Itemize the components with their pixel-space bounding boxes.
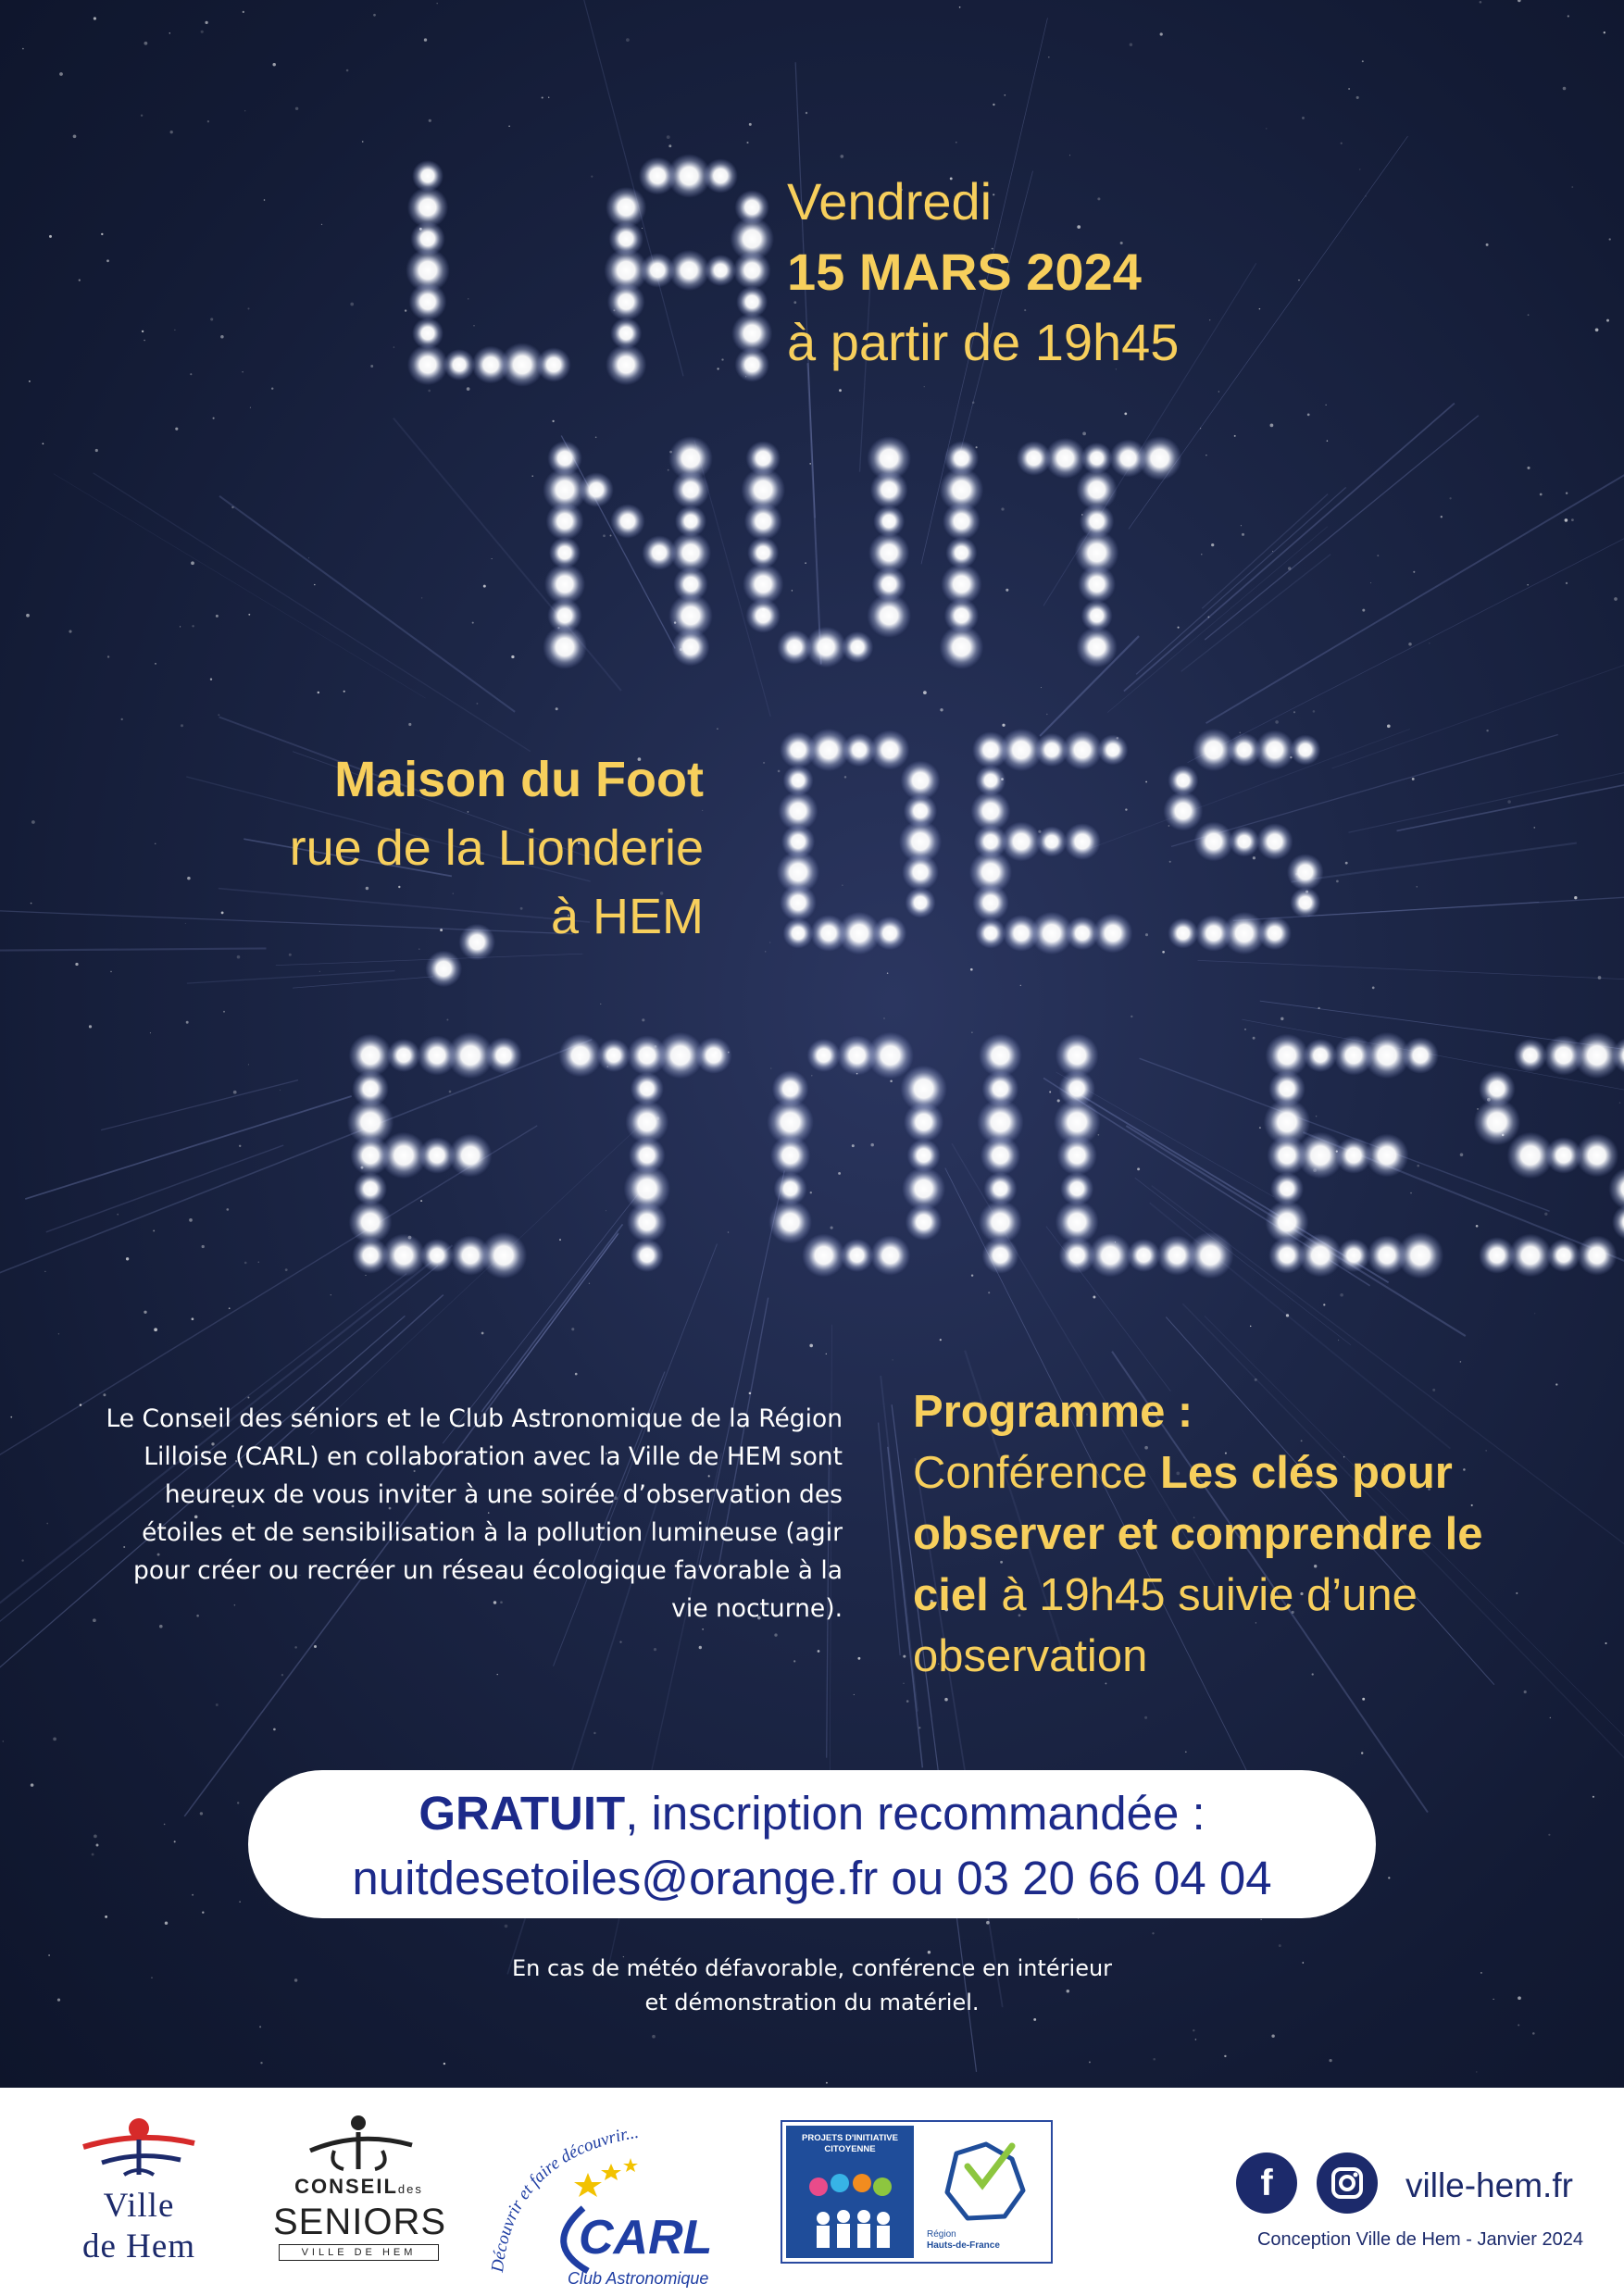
- region-map-icon: [919, 2126, 1047, 2227]
- programme-suffix: à 19h45 suivie d’une observation: [913, 1570, 1418, 1681]
- title-dot: [1045, 438, 1086, 479]
- title-dot: [1508, 1234, 1552, 1278]
- title-dot: [1270, 1172, 1304, 1205]
- title-dot: [449, 1134, 493, 1178]
- title-dot: [870, 1235, 910, 1275]
- title-dot: [1097, 735, 1128, 766]
- title-dot: [387, 1039, 420, 1072]
- title-dot: [610, 318, 642, 349]
- title-dot: [1127, 1239, 1160, 1272]
- title-dot: [806, 627, 846, 668]
- title-dot: [807, 1039, 841, 1072]
- title-dot: [1366, 1134, 1409, 1178]
- title-dot: [705, 255, 736, 286]
- title-dot: [1001, 822, 1041, 862]
- title-dot: [546, 503, 584, 541]
- title-dot: [1077, 627, 1118, 668]
- programme-prefix: Conférence: [913, 1448, 1160, 1498]
- title-dot: [1474, 1099, 1520, 1145]
- registration-line1: [248, 1781, 1376, 1846]
- title-dot: [1163, 792, 1203, 831]
- title-dot: [443, 349, 475, 381]
- title-dot: [668, 250, 709, 291]
- title-dot: [382, 1234, 426, 1278]
- title-dot: [606, 344, 646, 385]
- title-dot: [907, 1139, 941, 1172]
- title-dot: [1547, 1239, 1580, 1272]
- title-dot: [631, 1239, 664, 1272]
- pic-text: PROJETS D'INITIATIVE CITOYENNE: [802, 2133, 898, 2154]
- event-day: Vendredi: [787, 172, 993, 231]
- free-label: GRATUIT: [418, 1787, 626, 1840]
- title-dot: [543, 625, 587, 669]
- title-dot: [906, 1204, 943, 1241]
- registration-contact[interactable]: nuitdesetoiles@orange.fr ou 03 20 66 04 04: [352, 1852, 1272, 1904]
- region-panel: [919, 2126, 1047, 2258]
- conseil-des-seniors-logo[interactable]: [273, 2114, 447, 2280]
- title-dot: [354, 1172, 387, 1205]
- title-dot: [607, 283, 645, 321]
- title-dot: [746, 598, 781, 632]
- title-dot: [1168, 918, 1198, 949]
- weather-note: [349, 1952, 1275, 2020]
- carl-name: CARL: [579, 2211, 713, 2265]
- region-text: [927, 2229, 1000, 2252]
- title-dot: [904, 1102, 943, 1142]
- venue-city: à HEM: [550, 889, 704, 944]
- title-dot: [704, 158, 738, 193]
- title-dot: [1337, 1239, 1370, 1272]
- title-dot: [1193, 822, 1233, 862]
- event-date: 15 MARS 2024: [787, 243, 1142, 301]
- title-dot: [627, 1202, 667, 1242]
- pic-region-logo[interactable]: [781, 2120, 1053, 2264]
- title-dot: [481, 1232, 527, 1279]
- title-dot: [975, 918, 1006, 949]
- title-dot: [842, 631, 873, 663]
- title-dot: [1081, 443, 1113, 474]
- website-link[interactable]: ville-hem.fr: [1405, 2166, 1573, 2204]
- carl-arc-text: Découvrir et faire découvrir...: [488, 2122, 641, 2274]
- title-dot: [695, 1037, 732, 1074]
- title-dot: [1397, 1232, 1443, 1279]
- title-dot: [867, 593, 911, 638]
- registration-text: , inscription recommandée :: [625, 1787, 1206, 1840]
- title-dot: [1612, 1204, 1624, 1241]
- title-dot: [943, 503, 981, 541]
- title-dot: [1290, 888, 1320, 918]
- title-dot: [420, 1239, 454, 1272]
- facebook-icon[interactable]: f: [1236, 2152, 1297, 2214]
- title-dot: [783, 766, 814, 796]
- venue-name: Maison du Foot: [334, 752, 704, 807]
- hem-line1: Ville: [103, 2187, 175, 2225]
- title-dot: [1255, 730, 1294, 770]
- title-dot: [1290, 735, 1320, 766]
- title-dot: [1299, 1234, 1343, 1278]
- title-dot: [1229, 827, 1259, 857]
- seniors-middle: SENIORS: [273, 2202, 447, 2242]
- weather-line1: En cas de météo défavorable, conférence en intérieur: [511, 1955, 1113, 1981]
- seniors-emblem-icon: [273, 2114, 444, 2173]
- carl-subtitle: Club Astronomique: [568, 2269, 709, 2288]
- title-dot: [1064, 823, 1101, 860]
- instagram-glyph-icon: [1317, 2152, 1378, 2214]
- title-dot: [736, 286, 768, 318]
- seniors-bottom: VILLE DE HEM: [279, 2244, 439, 2261]
- hem-emblem-icon: [65, 2112, 213, 2177]
- event-time: à partir de 19h45: [787, 313, 1180, 371]
- pic-panel: [786, 2126, 914, 2258]
- design-credit: Conception Ville de Hem - Janvier 2024: [1256, 2229, 1583, 2250]
- title-dot: [597, 1039, 631, 1072]
- programme-body: [913, 1442, 1552, 1687]
- programme-talk-title: Les clés pour observer et comprendre le ciel: [913, 1448, 1483, 1620]
- citizens-icon: [786, 2170, 914, 2253]
- hem-line2: de Hem: [81, 2227, 196, 2265]
- title-dot: [631, 1072, 664, 1105]
- title-dot: [1187, 1232, 1233, 1279]
- title-dot: [770, 1135, 810, 1175]
- carl-logo[interactable]: [486, 2106, 741, 2291]
- title-dot: [1304, 1039, 1337, 1072]
- title-dot: [485, 1037, 522, 1074]
- title-dot: [780, 884, 817, 921]
- title-dot: [1256, 823, 1293, 860]
- footer: [0, 2088, 1624, 2296]
- title-dot: [1138, 436, 1182, 480]
- title-dot: [1575, 1134, 1618, 1178]
- title-dot: [733, 252, 771, 290]
- title-dot: [768, 1201, 812, 1244]
- title-dot: [802, 1234, 845, 1278]
- instagram-icon[interactable]: [1317, 2152, 1378, 2214]
- title-dot: [1577, 1235, 1617, 1275]
- title-dot: [1062, 730, 1102, 770]
- title-dot: [1514, 1039, 1547, 1072]
- title-dot: [1258, 917, 1292, 950]
- title-dot: [975, 766, 1006, 796]
- title-dot: [972, 884, 1009, 921]
- intro-text: Le Conseil des séniors et le Club Astronomique de la Région Lilloise (CARL) en collaboration avec la Ville de HEM sont heureux de vous inviter à une soirée d’observation des étoiles et de sensibilisation à la pollution lumineuse (agir pour créer ou recréer un réseau écologique favorable à la vie nocturne).: [106, 1404, 843, 1623]
- title-dot: [610, 504, 644, 538]
- title-dot: [1093, 914, 1132, 954]
- title-dot: [906, 888, 936, 918]
- title-dot: [558, 1034, 602, 1078]
- programme-heading: Programme :: [913, 1387, 1193, 1437]
- title-dot: [536, 347, 570, 381]
- title-dot: [867, 1032, 913, 1079]
- title-dot: [744, 503, 782, 541]
- seniors-des: des: [397, 2182, 423, 2196]
- title-dot: [1089, 1234, 1132, 1278]
- programme-block: [913, 1381, 1552, 1687]
- title-dot: [412, 160, 443, 192]
- title-dot: [983, 1172, 1017, 1205]
- title-dot: [407, 344, 448, 385]
- title-dot: [774, 1172, 807, 1205]
- title-dot: [981, 1135, 1020, 1175]
- title-dot: [672, 629, 710, 667]
- title-dot: [409, 283, 447, 321]
- registration-box: [248, 1770, 1376, 1918]
- title-dot: [902, 854, 939, 891]
- title-dot: [579, 472, 613, 506]
- title-dot: [1168, 766, 1198, 796]
- title-dot: [735, 347, 769, 381]
- title-dot: [940, 625, 984, 669]
- title-dot: [841, 1239, 874, 1272]
- venue-street: rue de la Lionderie: [289, 820, 704, 876]
- seniors-top: CONSEIL: [294, 2175, 398, 2198]
- title-dot: [873, 917, 906, 950]
- title-dot: [1402, 1037, 1439, 1074]
- title-dot: [1060, 1172, 1093, 1205]
- title-dot: [412, 318, 443, 349]
- event-date-block: [787, 167, 1268, 378]
- title-dot: [870, 471, 908, 509]
- title-dot: [870, 730, 910, 770]
- title-dot: [1036, 827, 1067, 857]
- venue-block: [111, 745, 704, 951]
- region-line1: Région: [927, 2229, 956, 2240]
- title-dot: [982, 1237, 1019, 1274]
- title-dot: [672, 471, 710, 509]
- title-dot: [783, 918, 814, 949]
- title-dot: [1078, 566, 1116, 604]
- ville-de-hem-logo[interactable]: [65, 2112, 213, 2278]
- weather-line2: et démonstration du matériel.: [644, 1990, 980, 2015]
- region-line2: Hauts-de-France: [927, 2240, 1000, 2251]
- title-dot: [1057, 1135, 1097, 1175]
- title-dot: [1287, 854, 1324, 891]
- accent-dot: [425, 951, 462, 988]
- title-dot: [1608, 1167, 1624, 1211]
